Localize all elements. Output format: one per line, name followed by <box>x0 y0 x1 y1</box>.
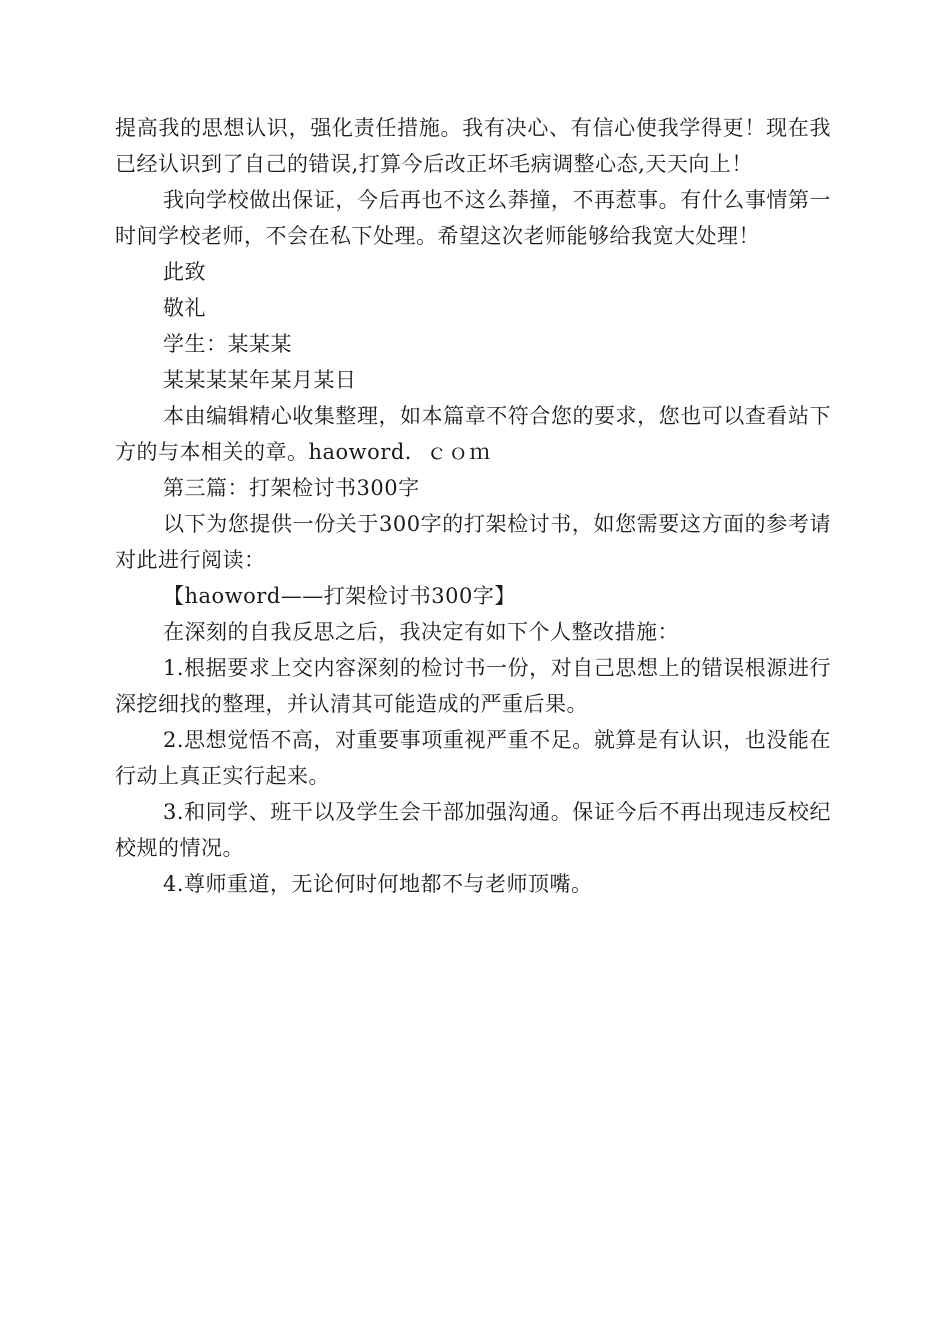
paragraph-guarantee: 我向学校做出保证，今后再也不这么莽撞，不再惹事。有什么事情第一时间学校老师，不会在私下处理。希望这次老师能够给我宽大处理！ <box>115 188 831 248</box>
measure-item-1: 1.根据要求上交内容深刻的检讨书一份，对自己思想上的错误根源进行深挖细找的整理，并认清其可能造成的严重后果。 <box>115 656 831 716</box>
section-title-bracket: 【haoword——打架检讨书300字】 <box>163 584 516 608</box>
measure-item-4: 4.尊师重道，无论何时何地都不与老师顶嘴。 <box>163 872 593 896</box>
section-heading: 第三篇：打架检讨书300字 <box>163 476 420 500</box>
section-intro: 以下为您提供一份关于300字的打架检讨书，如您需要这方面的参考请对此进行阅读： <box>115 512 831 572</box>
closing-salutation: 此致 <box>163 260 206 284</box>
editor-note: 本由编辑精心收集整理，如本篇章不符合您的要求，您也可以查看站下方的与本相关的章。haoword．ｃｏｍ <box>115 404 831 464</box>
paragraph-resolution: 提高我的思想认识，强化责任措施。我有决心、有信心使我学得更！现在我已经认识到了自己的错误,打算今后改正坏毛病调整心态,天天向上！ <box>115 116 831 176</box>
signature-student: 学生：某某某 <box>163 332 292 356</box>
measure-item-2: 2.思想觉悟不高，对重要事项重视严重不足。就算是有认识，也没能在行动上真正实行起来。 <box>115 728 831 788</box>
signature-date: 某某某某年某月某日 <box>163 368 357 392</box>
measures-intro: 在深刻的自我反思之后，我决定有如下个人整改措施： <box>163 620 679 644</box>
measure-item-3: 3.和同学、班干以及学生会干部加强沟通。保证今后不再出现违反校纪校规的情况。 <box>115 800 831 860</box>
document-body <box>115 110 831 902</box>
closing-regards: 敬礼 <box>163 296 206 320</box>
